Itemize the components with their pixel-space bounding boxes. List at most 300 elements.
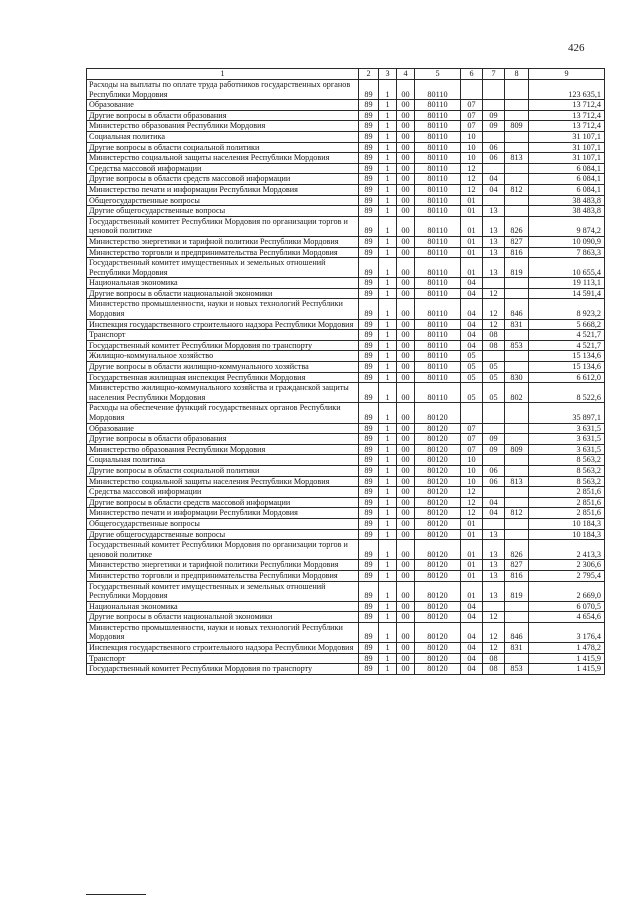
department-code-cell: 831 <box>505 643 529 654</box>
amount-cell: 6 070,5 <box>529 601 605 612</box>
subsection-code-cell <box>483 455 505 466</box>
amount-cell: 6 084,1 <box>529 174 605 185</box>
section-code-cell: 10 <box>461 142 483 153</box>
subsection-code-cell: 13 <box>483 247 505 258</box>
department-code-cell <box>505 487 529 498</box>
code-cell: 89 <box>359 247 379 258</box>
code-cell: 89 <box>359 423 379 434</box>
table-row <box>87 622 605 642</box>
column-header: 7 <box>483 69 505 80</box>
row-name-cell: Министерство образования Республики Мордовия <box>87 444 359 455</box>
code-cell: 00 <box>397 299 415 319</box>
budget-table <box>86 68 605 675</box>
code-cell: 00 <box>397 278 415 289</box>
code-cell: 80110 <box>415 206 461 217</box>
section-code-cell: 01 <box>461 560 483 571</box>
code-cell: 1 <box>379 351 397 362</box>
section-code-cell: 05 <box>461 351 483 362</box>
subsection-code-cell <box>483 518 505 529</box>
code-cell: 1 <box>379 540 397 560</box>
code-cell: 00 <box>397 403 415 423</box>
code-cell: 1 <box>379 247 397 258</box>
table-row <box>87 476 605 487</box>
code-cell: 80120 <box>415 455 461 466</box>
code-cell: 1 <box>379 434 397 445</box>
department-code-cell <box>505 465 529 476</box>
code-cell: 89 <box>359 612 379 623</box>
code-cell: 1 <box>379 643 397 654</box>
amount-cell: 8 563,2 <box>529 455 605 466</box>
code-cell: 80110 <box>415 110 461 121</box>
code-cell: 00 <box>397 174 415 185</box>
code-cell: 80120 <box>415 664 461 675</box>
table-row <box>87 100 605 111</box>
code-cell: 00 <box>397 570 415 581</box>
department-code-cell: 819 <box>505 258 529 278</box>
code-cell: 89 <box>359 540 379 560</box>
code-cell: 1 <box>379 330 397 341</box>
code-cell: 1 <box>379 423 397 434</box>
subsection-code-cell: 06 <box>483 153 505 164</box>
section-code-cell: 07 <box>461 423 483 434</box>
code-cell: 1 <box>379 403 397 423</box>
code-cell: 89 <box>359 319 379 330</box>
amount-cell: 13 712,4 <box>529 110 605 121</box>
subsection-code-cell: 06 <box>483 465 505 476</box>
code-cell: 1 <box>379 465 397 476</box>
department-code-cell <box>505 497 529 508</box>
code-cell: 89 <box>359 508 379 519</box>
department-code-cell <box>505 100 529 111</box>
code-cell: 1 <box>379 340 397 351</box>
row-name-cell: Министерство социальной защиты населения Республики Мордовия <box>87 476 359 487</box>
table-header-row <box>87 69 605 80</box>
code-cell: 80110 <box>415 131 461 142</box>
row-name-cell: Социальная политика <box>87 455 359 466</box>
code-cell: 80120 <box>415 653 461 664</box>
subsection-code-cell: 12 <box>483 612 505 623</box>
amount-cell: 10 655,4 <box>529 258 605 278</box>
row-name-cell: Государственный комитет Республики Мордовия по транспорту <box>87 664 359 675</box>
code-cell: 00 <box>397 383 415 403</box>
department-code-cell <box>505 601 529 612</box>
amount-cell: 1 478,2 <box>529 643 605 654</box>
row-name-cell: Средства массовой информации <box>87 487 359 498</box>
section-code-cell: 01 <box>461 258 483 278</box>
section-code-cell: 01 <box>461 195 483 206</box>
table-row <box>87 131 605 142</box>
code-cell: 80110 <box>415 258 461 278</box>
code-cell: 1 <box>379 278 397 289</box>
department-code-cell: 813 <box>505 476 529 487</box>
department-code-cell: 831 <box>505 319 529 330</box>
amount-cell: 4 521,7 <box>529 340 605 351</box>
row-name-cell: Инспекция государственного строительного надзора Республики Мордовия <box>87 643 359 654</box>
amount-cell: 8 563,2 <box>529 465 605 476</box>
code-cell: 80120 <box>415 487 461 498</box>
amount-cell: 10 184,3 <box>529 529 605 540</box>
code-cell: 80120 <box>415 434 461 445</box>
code-cell: 80110 <box>415 351 461 362</box>
code-cell: 89 <box>359 383 379 403</box>
department-code-cell: 830 <box>505 372 529 383</box>
code-cell: 89 <box>359 455 379 466</box>
department-code-cell: 816 <box>505 570 529 581</box>
code-cell: 89 <box>359 110 379 121</box>
code-cell: 00 <box>397 100 415 111</box>
department-code-cell <box>505 529 529 540</box>
code-cell: 1 <box>379 622 397 642</box>
subsection-code-cell: 05 <box>483 383 505 403</box>
row-name-cell: Транспорт <box>87 330 359 341</box>
section-code-cell: 10 <box>461 476 483 487</box>
table-row <box>87 434 605 445</box>
amount-cell: 6 612,0 <box>529 372 605 383</box>
code-cell: 80120 <box>415 476 461 487</box>
code-cell: 00 <box>397 653 415 664</box>
section-code-cell: 04 <box>461 664 483 675</box>
table-row <box>87 121 605 132</box>
code-cell: 80120 <box>415 403 461 423</box>
page-number: 426 <box>568 42 585 54</box>
row-name-cell: Социальная политика <box>87 131 359 142</box>
department-code-cell <box>505 612 529 623</box>
table-row <box>87 403 605 423</box>
department-code-cell <box>505 288 529 299</box>
table-row <box>87 174 605 185</box>
table-row <box>87 497 605 508</box>
row-name-cell: Министерство печати и информации Республики Мордовия <box>87 184 359 195</box>
table-row <box>87 319 605 330</box>
table-row <box>87 465 605 476</box>
table-row <box>87 455 605 466</box>
amount-cell: 8 522,6 <box>529 383 605 403</box>
row-name-cell: Другие вопросы в области средств массовой информации <box>87 174 359 185</box>
code-cell: 89 <box>359 653 379 664</box>
code-cell: 80120 <box>415 423 461 434</box>
amount-cell: 2 413,3 <box>529 540 605 560</box>
subsection-code-cell: 04 <box>483 497 505 508</box>
code-cell: 89 <box>359 258 379 278</box>
code-cell: 80110 <box>415 153 461 164</box>
table-row <box>87 216 605 236</box>
amount-cell: 6 084,1 <box>529 163 605 174</box>
code-cell: 00 <box>397 247 415 258</box>
code-cell: 1 <box>379 372 397 383</box>
department-code-cell <box>505 330 529 341</box>
code-cell: 00 <box>397 372 415 383</box>
code-cell: 80110 <box>415 195 461 206</box>
column-header: 6 <box>461 69 483 80</box>
code-cell: 80110 <box>415 121 461 132</box>
code-cell: 1 <box>379 142 397 153</box>
section-code-cell: 04 <box>461 653 483 664</box>
column-header: 3 <box>379 69 397 80</box>
table-row <box>87 444 605 455</box>
department-code-cell <box>505 434 529 445</box>
table-row <box>87 423 605 434</box>
subsection-code-cell: 06 <box>483 476 505 487</box>
amount-cell: 31 107,1 <box>529 153 605 164</box>
row-name-cell: Общегосударственные вопросы <box>87 518 359 529</box>
table-row <box>87 258 605 278</box>
amount-cell: 10 184,3 <box>529 518 605 529</box>
table-row <box>87 664 605 675</box>
subsection-code-cell <box>483 80 505 100</box>
subsection-code-cell: 13 <box>483 236 505 247</box>
row-name-cell: Другие вопросы в области образования <box>87 434 359 445</box>
code-cell: 1 <box>379 570 397 581</box>
amount-cell: 2 306,6 <box>529 560 605 571</box>
code-cell: 1 <box>379 612 397 623</box>
table-row <box>87 299 605 319</box>
section-code-cell: 01 <box>461 518 483 529</box>
code-cell: 00 <box>397 330 415 341</box>
code-cell: 89 <box>359 643 379 654</box>
code-cell: 89 <box>359 278 379 289</box>
amount-cell: 1 415,9 <box>529 653 605 664</box>
department-code-cell <box>505 131 529 142</box>
section-code-cell: 04 <box>461 330 483 341</box>
code-cell: 1 <box>379 288 397 299</box>
subsection-code-cell <box>483 278 505 289</box>
table-row <box>87 508 605 519</box>
code-cell: 80110 <box>415 362 461 373</box>
subsection-code-cell: 05 <box>483 362 505 373</box>
subsection-code-cell: 08 <box>483 653 505 664</box>
code-cell: 1 <box>379 497 397 508</box>
section-code-cell: 12 <box>461 174 483 185</box>
amount-cell: 19 113,1 <box>529 278 605 289</box>
department-code-cell: 827 <box>505 560 529 571</box>
code-cell: 80120 <box>415 643 461 654</box>
subsection-code-cell: 04 <box>483 508 505 519</box>
section-code-cell: 05 <box>461 372 483 383</box>
table-row <box>87 195 605 206</box>
table-row <box>87 540 605 560</box>
code-cell: 00 <box>397 423 415 434</box>
section-code-cell: 04 <box>461 340 483 351</box>
code-cell: 1 <box>379 258 397 278</box>
code-cell: 80110 <box>415 319 461 330</box>
code-cell: 89 <box>359 216 379 236</box>
code-cell: 00 <box>397 518 415 529</box>
table-row <box>87 372 605 383</box>
code-cell: 00 <box>397 319 415 330</box>
code-cell: 80110 <box>415 383 461 403</box>
subsection-code-cell: 13 <box>483 258 505 278</box>
code-cell: 00 <box>397 351 415 362</box>
code-cell: 1 <box>379 362 397 373</box>
section-code-cell: 01 <box>461 581 483 601</box>
section-code-cell: 04 <box>461 643 483 654</box>
code-cell: 89 <box>359 465 379 476</box>
row-name-cell: Министерство энергетики и тарифной политики Республики Мордовия <box>87 236 359 247</box>
code-cell: 80110 <box>415 184 461 195</box>
row-name-cell: Государственный комитет имущественных и земельных отношений Республики Мордовия <box>87 258 359 278</box>
row-name-cell: Министерство жилищно-коммунального хозяйства и гражданской защиты населения Республики Мордовия <box>87 383 359 403</box>
code-cell: 89 <box>359 236 379 247</box>
department-code-cell: 809 <box>505 444 529 455</box>
budget-table-container <box>86 68 604 675</box>
code-cell: 1 <box>379 560 397 571</box>
subsection-code-cell: 13 <box>483 560 505 571</box>
code-cell: 1 <box>379 131 397 142</box>
code-cell: 80110 <box>415 299 461 319</box>
department-code-cell: 816 <box>505 247 529 258</box>
table-row <box>87 529 605 540</box>
subsection-code-cell: 12 <box>483 319 505 330</box>
amount-cell: 14 591,4 <box>529 288 605 299</box>
table-row <box>87 142 605 153</box>
row-name-cell: Министерство промышленности, науки и новых технологий Республики Мордовия <box>87 622 359 642</box>
section-code-cell: 07 <box>461 100 483 111</box>
department-code-cell <box>505 174 529 185</box>
code-cell: 1 <box>379 529 397 540</box>
code-cell: 89 <box>359 195 379 206</box>
code-cell: 00 <box>397 80 415 100</box>
code-cell: 1 <box>379 100 397 111</box>
table-row <box>87 601 605 612</box>
code-cell: 89 <box>359 529 379 540</box>
code-cell: 80120 <box>415 444 461 455</box>
code-cell: 80120 <box>415 560 461 571</box>
code-cell: 89 <box>359 121 379 132</box>
column-header: 9 <box>529 69 605 80</box>
code-cell: 80120 <box>415 518 461 529</box>
code-cell: 00 <box>397 195 415 206</box>
row-name-cell: Расходы на обеспечение функций государственных органов Республики Мордовия <box>87 403 359 423</box>
row-name-cell: Государственный комитет Республики Мордовия по транспорту <box>87 340 359 351</box>
code-cell: 00 <box>397 487 415 498</box>
section-code-cell: 01 <box>461 236 483 247</box>
subsection-code-cell: 09 <box>483 434 505 445</box>
code-cell: 1 <box>379 236 397 247</box>
code-cell: 00 <box>397 288 415 299</box>
table-row <box>87 340 605 351</box>
code-cell: 80120 <box>415 465 461 476</box>
amount-cell: 1 415,9 <box>529 664 605 675</box>
section-code-cell: 01 <box>461 570 483 581</box>
code-cell: 00 <box>397 455 415 466</box>
code-cell: 80120 <box>415 581 461 601</box>
amount-cell: 15 134,6 <box>529 351 605 362</box>
code-cell: 89 <box>359 664 379 675</box>
column-header: 1 <box>87 69 359 80</box>
subsection-code-cell: 05 <box>483 372 505 383</box>
department-code-cell <box>505 110 529 121</box>
code-cell: 80110 <box>415 100 461 111</box>
amount-cell: 31 107,1 <box>529 131 605 142</box>
section-code-cell: 01 <box>461 529 483 540</box>
department-code-cell: 812 <box>505 184 529 195</box>
department-code-cell: 802 <box>505 383 529 403</box>
table-row <box>87 351 605 362</box>
code-cell: 1 <box>379 518 397 529</box>
row-name-cell: Национальная экономика <box>87 278 359 289</box>
subsection-code-cell: 13 <box>483 206 505 217</box>
section-code-cell: 10 <box>461 465 483 476</box>
code-cell: 00 <box>397 340 415 351</box>
amount-cell: 38 483,8 <box>529 206 605 217</box>
code-cell: 00 <box>397 110 415 121</box>
code-cell: 89 <box>359 80 379 100</box>
code-cell: 00 <box>397 444 415 455</box>
code-cell: 1 <box>379 206 397 217</box>
subsection-code-cell: 12 <box>483 288 505 299</box>
table-row <box>87 653 605 664</box>
table-row <box>87 570 605 581</box>
row-name-cell: Государственный комитет имущественных и земельных отношений Республики Мордовия <box>87 581 359 601</box>
table-row <box>87 247 605 258</box>
code-cell: 1 <box>379 664 397 675</box>
amount-cell: 31 107,1 <box>529 142 605 153</box>
section-code-cell: 04 <box>461 278 483 289</box>
department-code-cell <box>505 351 529 362</box>
code-cell: 00 <box>397 216 415 236</box>
code-cell: 00 <box>397 163 415 174</box>
section-code-cell: 04 <box>461 622 483 642</box>
code-cell: 1 <box>379 216 397 236</box>
table-row <box>87 383 605 403</box>
code-cell: 89 <box>359 153 379 164</box>
subsection-code-cell <box>483 163 505 174</box>
table-row <box>87 206 605 217</box>
section-code-cell <box>461 403 483 423</box>
code-cell: 89 <box>359 570 379 581</box>
code-cell: 00 <box>397 476 415 487</box>
row-name-cell: Жилищно-коммунальное хозяйство <box>87 351 359 362</box>
code-cell: 1 <box>379 184 397 195</box>
table-row <box>87 581 605 601</box>
row-name-cell: Другие вопросы в области социальной политики <box>87 142 359 153</box>
table-row <box>87 278 605 289</box>
amount-cell: 15 134,6 <box>529 362 605 373</box>
code-cell: 89 <box>359 476 379 487</box>
department-code-cell <box>505 653 529 664</box>
code-cell: 89 <box>359 497 379 508</box>
code-cell: 89 <box>359 444 379 455</box>
amount-cell: 13 712,4 <box>529 100 605 111</box>
code-cell: 80120 <box>415 508 461 519</box>
code-cell: 89 <box>359 487 379 498</box>
table-row <box>87 163 605 174</box>
row-name-cell: Государственный комитет Республики Мордовия по организации торгов и ценовой политике <box>87 540 359 560</box>
department-code-cell <box>505 206 529 217</box>
amount-cell: 35 897,1 <box>529 403 605 423</box>
code-cell: 00 <box>397 131 415 142</box>
footnote-divider <box>86 894 146 895</box>
section-code-cell: 07 <box>461 434 483 445</box>
code-cell: 00 <box>397 529 415 540</box>
department-code-cell: 846 <box>505 299 529 319</box>
row-name-cell: Министерство промышленности, науки и новых технологий Республики Мордовия <box>87 299 359 319</box>
code-cell: 00 <box>397 497 415 508</box>
code-cell: 80110 <box>415 163 461 174</box>
code-cell: 00 <box>397 664 415 675</box>
section-code-cell: 12 <box>461 163 483 174</box>
code-cell: 89 <box>359 131 379 142</box>
subsection-code-cell: 12 <box>483 622 505 642</box>
section-code-cell: 04 <box>461 299 483 319</box>
department-code-cell <box>505 142 529 153</box>
department-code-cell: 812 <box>505 508 529 519</box>
code-cell: 1 <box>379 319 397 330</box>
code-cell: 00 <box>397 434 415 445</box>
column-header: 8 <box>505 69 529 80</box>
code-cell: 80120 <box>415 570 461 581</box>
code-cell: 1 <box>379 653 397 664</box>
